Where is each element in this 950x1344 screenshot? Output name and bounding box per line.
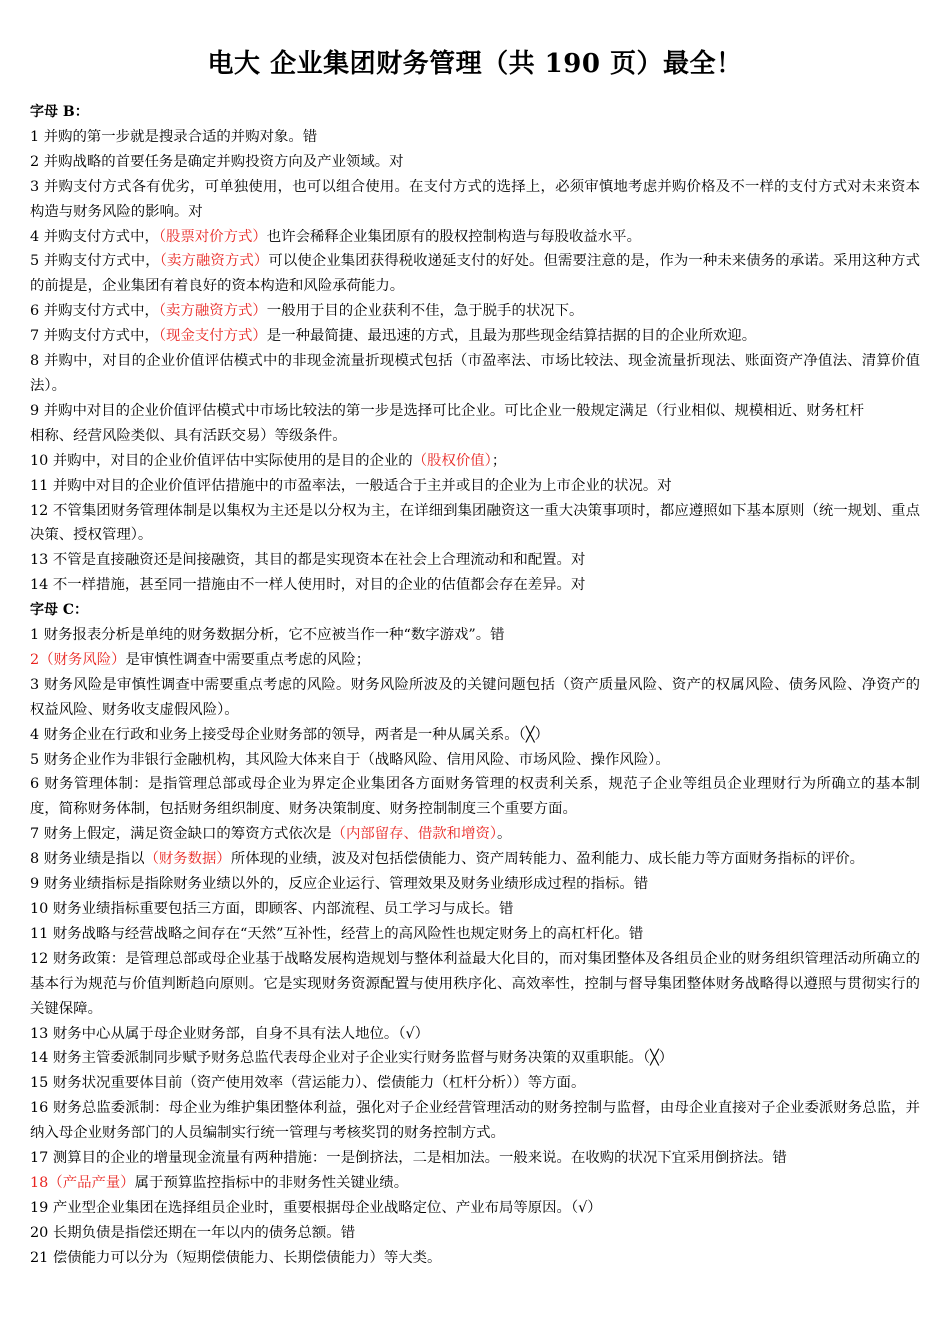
list-item bbox=[30, 1246, 920, 1271]
list-item bbox=[30, 548, 920, 573]
list-item bbox=[30, 399, 920, 424]
list-item bbox=[30, 1096, 920, 1146]
list-item bbox=[30, 474, 920, 499]
item-text: 14 不一样措施，甚至同一措施由不一样人使用时，对目的企业的估值都会存在差异。对 bbox=[30, 577, 586, 594]
item-text: 一般用于目的企业获利不佳，急于脱手的状况下。 bbox=[266, 303, 584, 320]
list-item bbox=[30, 1171, 920, 1196]
list-item bbox=[30, 772, 920, 822]
list-item bbox=[30, 573, 920, 598]
item-text: 。 bbox=[497, 826, 512, 843]
item-text: 也许会稀释企业集团原有的股权控制构造与每股收益水平。 bbox=[266, 228, 641, 245]
highlighted-answer: （卖方融资方式） bbox=[159, 253, 269, 270]
item-text: 7 并购支付方式中， bbox=[30, 328, 159, 345]
list-item bbox=[30, 299, 920, 324]
item-text: 属于预算监控指标中的非财务性关键业绩。 bbox=[134, 1174, 409, 1191]
item-text: 6 并购支付方式中， bbox=[30, 303, 159, 320]
item-text: 13 财务中心从属于母企业财务部，自身不具有法人地位。（√） bbox=[30, 1025, 430, 1042]
list-item bbox=[30, 897, 920, 922]
list-item bbox=[30, 648, 920, 673]
list-item bbox=[30, 225, 920, 250]
item-text: 相称、经营风险类似、具有活跃交易）等级条件。 bbox=[30, 427, 347, 444]
list-item bbox=[30, 623, 920, 648]
item-text: 6 财务管理体制：是指管理总部或母企业为界定企业集团各方面财务管理的权责利关系，规范子企业等组员企业理财行为所确立的基本制度，简称财务体制，包括财务组织制度、财务决策制度、财务控制制度三个重要方面。 bbox=[30, 776, 920, 818]
item-text: 5 财务企业作为非银行金融机构，其风险大体来自于（战略风险、信用风险、市场风险、操作风险）。 bbox=[30, 751, 670, 768]
highlighted-answer: （股权价值） bbox=[412, 452, 492, 469]
item-text: 11 财务战略与经营战略之间存在“天然”互补性，经营上的高风险性也规定财务上的高杠杆化。错 bbox=[30, 925, 644, 942]
item-text: 16 财务总监委派制：母企业为维护集团整体利益，强化对子企业经营管理活动的财务控制与监督，由母企业直接对子企业委派财务总监，并纳入母企业财务部门的人员编制实行统一管理与考核奖罚的财务控制方式。 bbox=[30, 1100, 920, 1142]
item-text: 8 并购中，对目的企业价值评估模式中的非现金流量折现模式包括（市盈率法、市场比较法、现金流量折现法、账面资产净值法、清算价值法）。 bbox=[30, 353, 920, 394]
item-text: 9 财务业绩指标是指除财务业绩以外的，反应企业运行、管理效果及财务业绩形成过程的指标。错 bbox=[30, 876, 649, 893]
item-text: 3 并购支付方式各有优劣，可单独使用，也可以组合使用。在支付方式的选择上，必须审慎地考虑并购价格及不一样的支付方式对未来资本构造与财务风险的影响。对 bbox=[30, 178, 920, 220]
list-item bbox=[30, 723, 920, 748]
list-item bbox=[30, 1146, 920, 1171]
item-text: 12 不管集团财务管理体制是以集权为主还是以分权为主，在详细到集团融资这一重大决策事项时，都应遵照如下基本原则（统一规划、重点决策、授权管理）。 bbox=[30, 502, 920, 544]
list-item bbox=[30, 499, 920, 549]
highlighted-answer: （现金支付方式） bbox=[158, 328, 267, 345]
list-item bbox=[30, 249, 920, 299]
item-text: 10 财务业绩指标重要包括三方面，即顾客、内部流程、员工学习与成长。错 bbox=[30, 901, 514, 917]
section-heading: 字母 C： bbox=[30, 602, 89, 619]
list-item bbox=[30, 1221, 920, 1246]
highlighted-answer: （财务数据） bbox=[144, 851, 231, 868]
document-body bbox=[30, 100, 920, 1271]
item-text: 4 财务企业在行政和业务上接受母企业财务部的领导，两者是一种从属关系。（╳） bbox=[30, 726, 549, 743]
list-item bbox=[30, 748, 920, 773]
item-text: 1 财务报表分析是单纯的财务数据分析，它不应被当作一种“数字游戏”。错 bbox=[30, 627, 505, 644]
list-item bbox=[30, 922, 920, 947]
item-text: ； bbox=[491, 452, 507, 469]
list-item bbox=[30, 872, 920, 897]
item-text: 可以使企业集团获得税收递延支付的好处。但需要注意的是，作为一种未来债务的承诺。采用这种方式的前提是，企业集团有着良好的资本构造和风险承荷能力。 bbox=[30, 253, 920, 295]
highlighted-answer: 18（产品产量） bbox=[30, 1174, 135, 1191]
list-item bbox=[30, 449, 920, 474]
list-item bbox=[30, 349, 920, 399]
item-text: 3 财务风险是审慎性调查中需要重点考虑的风险。财务风险所波及的关键问题包括（资产质量风险、资产的权属风险、债务风险、净资产的权益风险、财务收支虚假风险）。 bbox=[30, 676, 920, 718]
item-text: 13 不管是直接融资还是间接融资，其目的都是实现资本在社会上合理流动和和配置。对 bbox=[30, 552, 586, 569]
list-item bbox=[30, 947, 920, 1022]
item-text: 20 长期负债是指偿还期在一年以内的债务总额。错 bbox=[30, 1224, 356, 1241]
item-text: 10 并购中，对目的企业价值评估中实际使用的是目的企业的 bbox=[30, 452, 413, 469]
section-heading: 字母 B： bbox=[30, 104, 89, 120]
item-text: 4 并购支付方式中， bbox=[30, 228, 159, 245]
item-text: 5 并购支付方式中， bbox=[30, 253, 160, 270]
highlighted-answer: 2（财务风险） bbox=[30, 651, 126, 668]
list-item bbox=[30, 673, 920, 723]
item-text: 9 并购中对目的企业价值评估模式中市场比较法的第一步是选择可比企业。可比企业一般规定满足（行业相似、规模相近、财务杠杆 bbox=[30, 402, 865, 419]
item-text: 17 测算目的企业的增量现金流量有两种措施：一是倒挤法，二是相加法。一般来说。在收购的状况下宜采用倒挤法。错 bbox=[30, 1150, 787, 1167]
list-item bbox=[30, 175, 920, 225]
item-text: 1 并购的第一步就是搜录合适的并购对象。错 bbox=[30, 128, 318, 145]
highlighted-answer: （卖方融资方式） bbox=[158, 303, 267, 320]
item-text: 是审慎性调查中需要重点考虑的风险； bbox=[125, 651, 371, 668]
highlighted-answer: （内部留存、借款和增资） bbox=[331, 826, 498, 843]
item-text: 8 财务业绩是指以 bbox=[30, 851, 145, 868]
list-item bbox=[30, 424, 920, 449]
highlighted-answer: （股票对价方式） bbox=[158, 228, 267, 245]
item-text: 是一种最简捷、最迅速的方式，且最为那些现金结算拮据的目的企业所欢迎。 bbox=[266, 328, 757, 345]
list-item bbox=[30, 1046, 920, 1071]
list-item bbox=[30, 822, 920, 847]
item-text: 所体现的业绩，波及对包括偿债能力、资产周转能力、盈利能力、成长能力等方面财务指标的评价。 bbox=[230, 851, 865, 868]
list-item bbox=[30, 324, 920, 349]
item-text: 12 财务政策：是管理总部或母企业基于战略发展构造规划与整体利益最大化目的，而对集团整体及各组员企业的财务组织管理活动所确立的基本行为规范与价值判断趋向原则。它是实现财务资源配置与使用秩序化、高效率性，控制与督导集团整体财务战略得以遵照与贯彻实行的关键保障。 bbox=[30, 950, 920, 1017]
item-text: 15 财务状况重要体目前（资产使用效率（营运能力）、偿债能力（杠杆分析））等方面。 bbox=[30, 1075, 586, 1092]
item-text: 21 偿债能力可以分为（短期偿债能力、长期偿债能力）等大类。 bbox=[30, 1249, 442, 1266]
item-text: 14 财务主管委派制同步赋予财务总监代表母企业对子企业实行财务监督与财务决策的双重职能。（╳） bbox=[30, 1050, 674, 1067]
item-text: 19 产业型企业集团在选择组员企业时，重要根据母企业战略定位、产业布局等原因。（√） bbox=[30, 1199, 602, 1216]
document-title: 电大 企业集团财务管理（共 190 页）最全！ bbox=[207, 49, 743, 79]
item-text: 11 并购中对目的企业价值评估措施中的市盈率法，一般适合于主并或目的企业为上市企业的状况。对 bbox=[30, 477, 672, 494]
list-item bbox=[30, 1196, 920, 1221]
item-text: 2 并购战略的首要任务是确定并购投资方向及产业领域。对 bbox=[30, 153, 404, 170]
list-item bbox=[30, 1071, 920, 1096]
list-item bbox=[30, 150, 920, 175]
item-text: 7 财务上假定，满足资金缺口的筹资方式依次是 bbox=[30, 826, 332, 843]
list-item bbox=[30, 1022, 920, 1047]
list-item bbox=[30, 847, 920, 872]
list-item bbox=[30, 125, 920, 150]
